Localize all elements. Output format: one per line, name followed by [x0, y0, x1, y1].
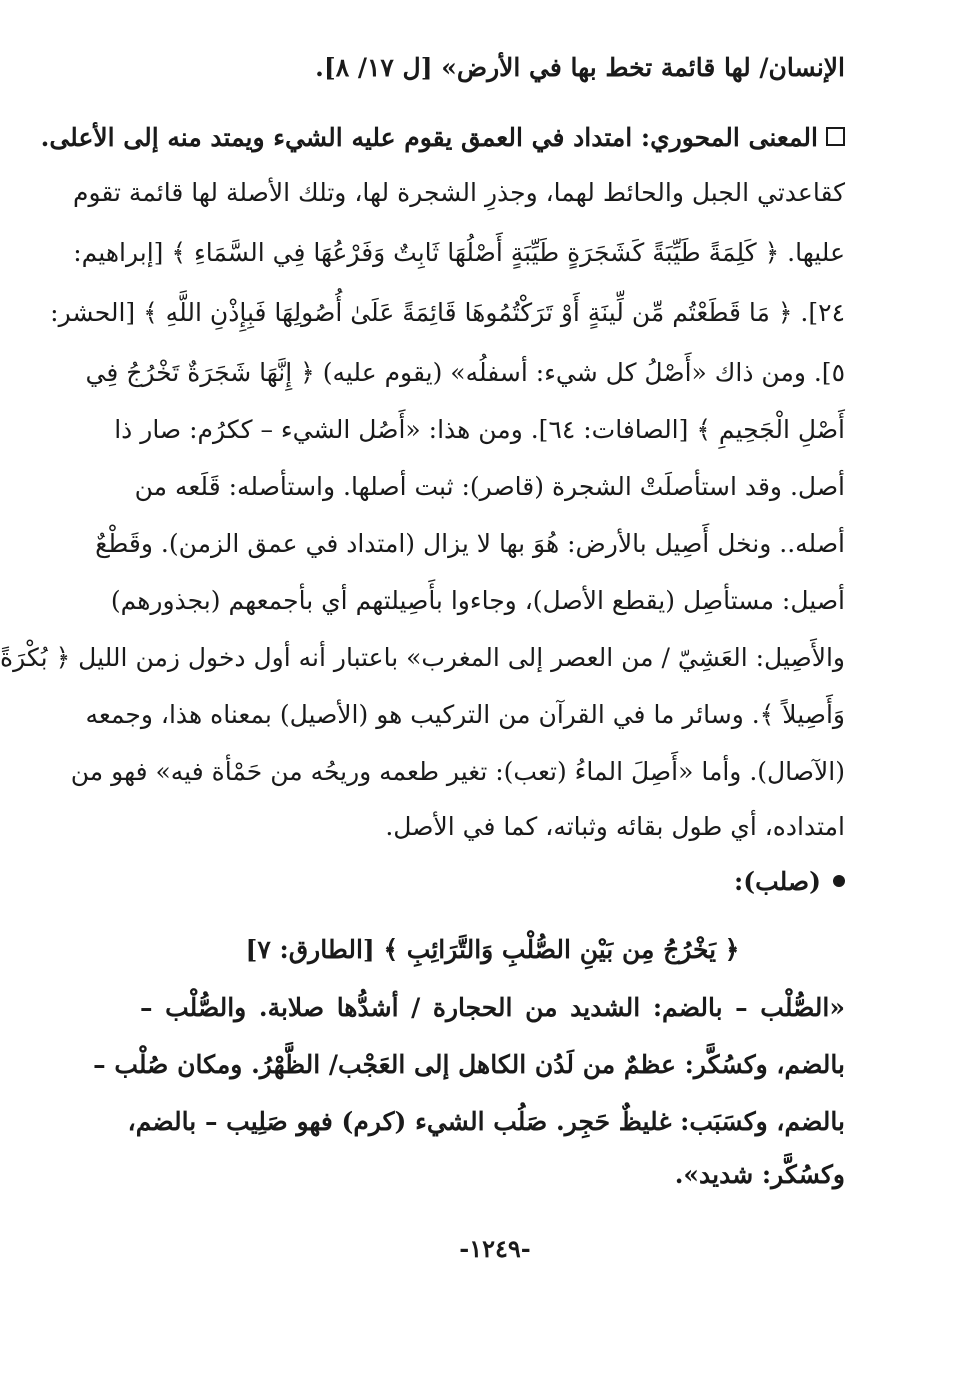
text-line-13: (الآصال). وأما «أَصِلَ الماءُ (تعب): تغير طعمه وريحُه من حَمْأة فيه» فهو من	[70, 757, 845, 786]
text-line-4: عليها. ﴿ كَلِمَةً طَيِّبَةً كَشَجَرَةٍ طَيِّبَةٍ أَصْلُهَا ثَابِتٌ وَفَرْعُهَا فِي السَّمَاءِ ﴾ [إبراهيم:	[73, 238, 845, 267]
text-line-9: أصله.. ونخل أَصِيل بالأرض: هُوَ بها لا يزال (امتداد في عمق الزمن). وقَطْعٌ	[95, 529, 845, 558]
text-line-1: الإنسان/ لها قائمة تخط بها في الأرض» [ل ١٧/ ٨].	[315, 53, 845, 82]
text-line-3: كقاعدتي الجبل والحائط لهما، وجذرِ الشجرة لها، وتلك الأصلة لها قائمة تقوم	[72, 178, 845, 207]
definition-line-2: بالضم، وكسُكَّر: عظمٌ من لَدُن الكاهل إلى العَجْب/ الظَّهْرُ. ومكان صُلْب –	[93, 1050, 845, 1079]
text-line-6: ٥]. ومن ذاك «أَصْلُ كل شيء: أسفلُه» (يقوم عليه) ﴿ إِنَّهَا شَجَرَةٌ تَخْرُجُ فِي	[85, 358, 845, 387]
text-line-5: ٢٤]. ﴿ مَا قَطَعْتُم مِّن لِّينَةٍ أَوْ تَرَكْتُمُوهَا قَائِمَةً عَلَىٰ أُصُولِهَا فَبِإِذْنِ اللَّهِ ﴾ [الحشر:	[50, 298, 845, 327]
quran-verse: ﴿ يَخْرُجُ مِن بَيْنِ الصُّلْبِ وَالتَّرَائِبِ ﴾ [الطارق: ٧]	[245, 935, 740, 964]
definition-line-3: بالضم، وكسَبَب: غليظٌ حَجِر. صَلُب الشيء (كرم) فهو صَلِيب – بالضم،	[127, 1107, 845, 1136]
axial-meaning-line	[40, 118, 845, 162]
section-heading	[140, 862, 845, 906]
text-line-8: أصل. وقد استأصلَتْ الشجرة (قاصر): ثبت أصلها. واستأصله: قَلَعه من	[134, 472, 845, 501]
section-heading-text: (صلب):	[734, 867, 821, 896]
text-line-7: أَصْلِ الْجَحِيمِ ﴾ [الصافات: ٦٤]. ومن هذا: «أَصُل الشيء – ككرُم: صار ذا	[114, 415, 845, 444]
definition-line-1: «الصُّلْب – بالضم: الشديد من الحجارة / أشدُّها صلابة. والصُّلْب –	[140, 993, 845, 1022]
checkbox-square-icon	[826, 127, 845, 146]
text-line-12: وَأَصِيلاً ﴾. وسائر ما في القرآن من التركيب هو (الأصيل) بمعناه هذا، وجمعه	[85, 700, 845, 729]
page-number: -١٢٤٩-	[459, 1234, 531, 1263]
definition-line-4: وكسُكَّر: شديد».	[674, 1160, 845, 1189]
bullet-icon	[833, 875, 845, 887]
text-line-11: والأَصِيل: العَشِيّ / من العصر إلى المغرب» باعتبار أنه أول دخول زمن الليل ﴿ بُكْرَةً	[0, 643, 845, 672]
text-line-14: امتداده، أي طول بقائه وثباته، كما في الأصل.	[385, 812, 845, 841]
text-line-10: أصيل: مستأصِل (يقطع الأصل)، وجاءوا بأَصِيلتهم أي بأجمعهم (بجذورهم)	[110, 586, 845, 615]
axial-meaning-text: المعنى المحوري: امتداد في العمق يقوم عليه الشيء ويمتد منه إلى الأعلى.	[40, 123, 818, 152]
